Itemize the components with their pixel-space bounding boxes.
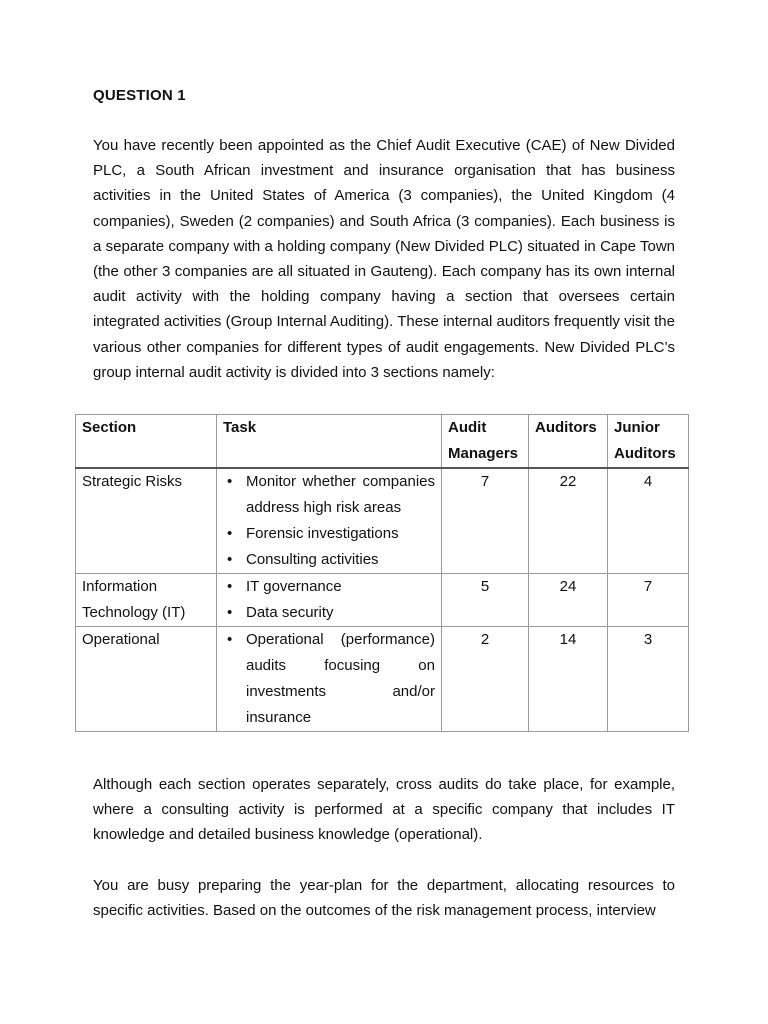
header-task: Task	[217, 415, 442, 469]
task-list	[221, 469, 435, 573]
audit-managers-cell: 5	[442, 574, 529, 627]
bullet-icon: •	[227, 578, 233, 595]
auditors-cell: 14	[529, 627, 608, 732]
task-text: IT governance	[246, 578, 342, 595]
junior-auditors-cell: 7	[608, 574, 689, 627]
bullet-icon: •	[227, 604, 233, 621]
junior-auditors-cell: 3	[608, 627, 689, 732]
bullet-icon: •	[227, 551, 233, 568]
task-cell	[217, 574, 442, 627]
task-text: Data security	[246, 604, 334, 621]
task-item	[221, 574, 435, 600]
task-cell	[217, 627, 442, 732]
audit-managers-cell: 7	[442, 468, 529, 574]
task-item	[221, 521, 435, 547]
cross-audit-paragraph: Although each section operates separately, cross audits do take place, for example, where a consulting activity is performed at a specific company that includes IT knowledge and detailed business knowledge (operational).	[93, 776, 675, 844]
header-junior-auditors: Junior Auditors	[608, 415, 689, 469]
task-item	[221, 547, 435, 573]
header-audit-managers: Audit Managers	[442, 415, 529, 469]
task-text: Consulting activities	[246, 551, 379, 568]
bullet-icon: •	[227, 525, 233, 542]
table-header-row	[76, 415, 689, 469]
audit-managers-cell: 2	[442, 627, 529, 732]
task-cell	[217, 468, 442, 574]
table-row	[76, 574, 689, 627]
header-auditors: Auditors	[529, 415, 608, 469]
task-item	[221, 627, 435, 731]
auditors-cell: 24	[529, 574, 608, 627]
section-cell: Operational	[76, 627, 217, 732]
auditors-cell: 22	[529, 468, 608, 574]
bullet-icon: •	[227, 631, 233, 648]
task-item	[221, 600, 435, 626]
section-cell: Information Technology (IT)	[76, 574, 217, 627]
task-item	[221, 469, 435, 521]
sections-table	[75, 414, 689, 732]
bullet-icon: •	[227, 473, 233, 490]
task-text: Forensic investigations	[246, 525, 399, 542]
intro-paragraph: You have recently been appointed as the Chief Audit Executive (CAE) of New Divided PLC, a South African investment and insurance organisation that has business activities in the United States of America (3 companies), the United Kingdom (4 companies), Sweden (2 companies) and South Africa (3 companies). Each business is a separate company with a holding company (New Divided PLC) situated in Cape Town (the other 3 companies are all situated in Gauteng). Each company has its own internal audit activity with the holding company having a section that oversees certain integrated activities (Group Internal Auditing). These internal auditors frequently visit the various other companies for different types of audit engagements. New Divided PLC’s group internal audit activity is divided into 3 sections namely:	[93, 137, 675, 381]
junior-auditors-cell: 4	[608, 468, 689, 574]
table-row	[76, 468, 689, 574]
task-text: Operational (performance) audits focusing on investments and/or insurance	[246, 631, 435, 726]
year-plan-paragraph: You are busy preparing the year-plan for the department, allocating resources to specific activities. Based on the outcomes of the risk management process, interview	[93, 877, 675, 920]
task-list	[221, 627, 435, 731]
table-row	[76, 627, 689, 732]
question-heading: QUESTION 1	[93, 87, 186, 104]
task-list	[221, 574, 435, 626]
task-text: Monitor whether companies address high risk areas	[246, 473, 435, 516]
header-section: Section	[76, 415, 217, 469]
section-cell: Strategic Risks	[76, 468, 217, 574]
